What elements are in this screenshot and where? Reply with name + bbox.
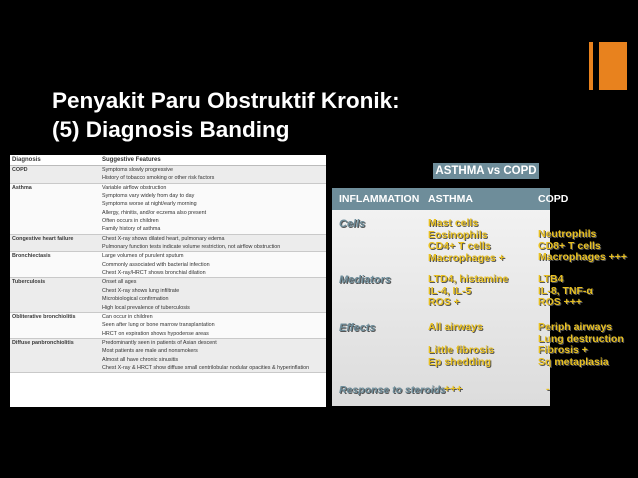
mediators-copd [538, 274, 593, 309]
table-row [10, 339, 326, 373]
comparison-line: Lung destruction [538, 332, 624, 345]
features-cell [100, 235, 326, 252]
feature-line: Most patients are male and nonsmokers [102, 348, 198, 355]
feature-line: Symptoms slowly progressive [102, 167, 173, 173]
comparison-line: Fibrosis + [538, 344, 588, 356]
feature-line: Seen after lung or bone marrow transplantation [102, 322, 215, 329]
row-label-mediators: Mediators [339, 274, 391, 286]
header-asthma: ASTHMA [428, 193, 473, 205]
diagnosis-cell: Asthma [12, 184, 32, 191]
comparison-line: Periph airways [538, 321, 613, 333]
feature-line: Can occur in children [102, 313, 153, 320]
comparison-line: IL-4, IL-5 [428, 284, 472, 297]
table-row [10, 278, 326, 312]
table-row [10, 252, 326, 278]
feature-line: Allergy, rhinitis, and/or eczema also present [102, 209, 207, 216]
diagnosis-cell: Tuberculosis [12, 279, 46, 286]
table-row [10, 313, 326, 339]
feature-line: Often occurs in children [102, 218, 159, 225]
comparison-line: Mast cells [428, 217, 479, 229]
cells-copd [538, 229, 627, 264]
feature-line: Chest X-ray/HRCT shows bronchial dilation [102, 270, 206, 277]
effects-asthma-other [428, 345, 494, 368]
tag-label: ASTHMA vs COPD [435, 165, 537, 177]
feature-line: Onset all ages [102, 279, 137, 286]
comparison-line: CD8+ T cells [538, 239, 601, 252]
table-row [10, 184, 326, 235]
comparison-line: IL-8, TNF-α [538, 284, 593, 297]
diagnosis-cell: Congestive heart failure [12, 235, 74, 242]
features-cell [100, 166, 326, 183]
row-label-cells: Cells [339, 218, 366, 230]
comparison-line: Sq metaplasia [538, 355, 609, 368]
cells-asthma [428, 218, 505, 264]
features-cell [100, 184, 326, 234]
features-cell [100, 278, 326, 311]
diagnosis-table [10, 155, 326, 407]
feature-line: Variable airflow obstruction [102, 184, 167, 191]
corner-decoration-bar-2 [599, 42, 627, 90]
feature-line: Pulmonary function tests indicate volume restriction, not airflow obstruction [102, 244, 281, 251]
feature-line: Chest X-ray shows lung infiltrate [102, 287, 180, 294]
features-cell [100, 339, 326, 372]
feature-line: Symptoms vary widely from day to day [102, 193, 195, 200]
slide-title [52, 86, 400, 144]
feature-line: Microbiological confirmation [102, 296, 169, 303]
feature-line: Family history of asthma [102, 226, 161, 233]
table-row [10, 166, 326, 184]
feature-line: Almost all have chronic sinusitis [102, 356, 179, 363]
feature-line: Large volumes of purulent sputum [102, 253, 184, 260]
steroids-asthma: +++ [444, 383, 463, 395]
feature-line: Chest X-ray & HRCT show diffuse small centrilobular nodular opacities & hyperinflation [102, 364, 310, 371]
comparison-line: Macrophages + [428, 251, 505, 264]
comparison-line: Eosinophils [428, 228, 488, 241]
comparison-line: Macrophages +++ [538, 251, 627, 263]
diagnosis-cell: COPD [12, 167, 28, 173]
comparison-line: Ep shedding [428, 355, 491, 368]
features-cell [100, 313, 326, 338]
feature-line: High local prevalence of tuberculosis [102, 304, 190, 311]
feature-line: Commonly associated with bacterial infection [102, 261, 210, 268]
header-copd: COPD [538, 193, 569, 205]
table-body [10, 166, 326, 373]
comparison-line: ROS +++ [538, 296, 583, 308]
comparison-line: Neutrophils [538, 228, 597, 240]
comparison-line: LTD4, histamine [428, 273, 509, 285]
diagnosis-cell: Bronchiectasis [12, 253, 51, 260]
effects-copd [538, 322, 624, 368]
feature-line: History of tobacco smoking or other risk factors [102, 175, 215, 182]
feature-line: HRCT on expiration shows hypodense areas [102, 330, 209, 337]
header-inflammation: INFLAMMATION [339, 193, 420, 205]
header-features: Suggestive Features [102, 157, 161, 163]
table-row [10, 235, 326, 253]
steroids-copd: - [546, 383, 550, 395]
diagnosis-cell: Diffuse panbronchiolitis [12, 339, 74, 346]
feature-line: Chest X-ray shows dilated heart, pulmonary edema [102, 235, 225, 242]
asthma-copd-comparison [332, 188, 627, 406]
row-label-steroids: Response to steroids [339, 384, 446, 396]
table-header [10, 155, 326, 166]
asthma-vs-copd-tag [433, 163, 539, 179]
comparison-line: Little fibrosis [428, 344, 494, 356]
header-diagnosis: Diagnosis [12, 157, 41, 163]
slide-title-line-1: Penyakit Paru Obstruktif Kronik: [52, 88, 400, 113]
effects-asthma-all-airways: All airways [428, 321, 483, 333]
row-label-effects: Effects [339, 322, 376, 334]
comparison-line: LTB4 [538, 273, 564, 285]
corner-decoration-bar-1 [589, 42, 593, 90]
mediators-asthma [428, 274, 508, 309]
comparison-line: CD4+ T cells [428, 240, 491, 252]
comparison-line: ROS + [428, 296, 460, 308]
diagnosis-cell: Obliterative bronchiolitis [12, 313, 76, 320]
slide-title-line-2: (5) Diagnosis Banding [52, 117, 290, 142]
feature-line: Symptoms worse at night/early morning [102, 201, 197, 208]
features-cell [100, 252, 326, 277]
feature-line: Predominantly seen in patients of Asian descent [102, 339, 217, 346]
comparison-header [332, 188, 569, 210]
